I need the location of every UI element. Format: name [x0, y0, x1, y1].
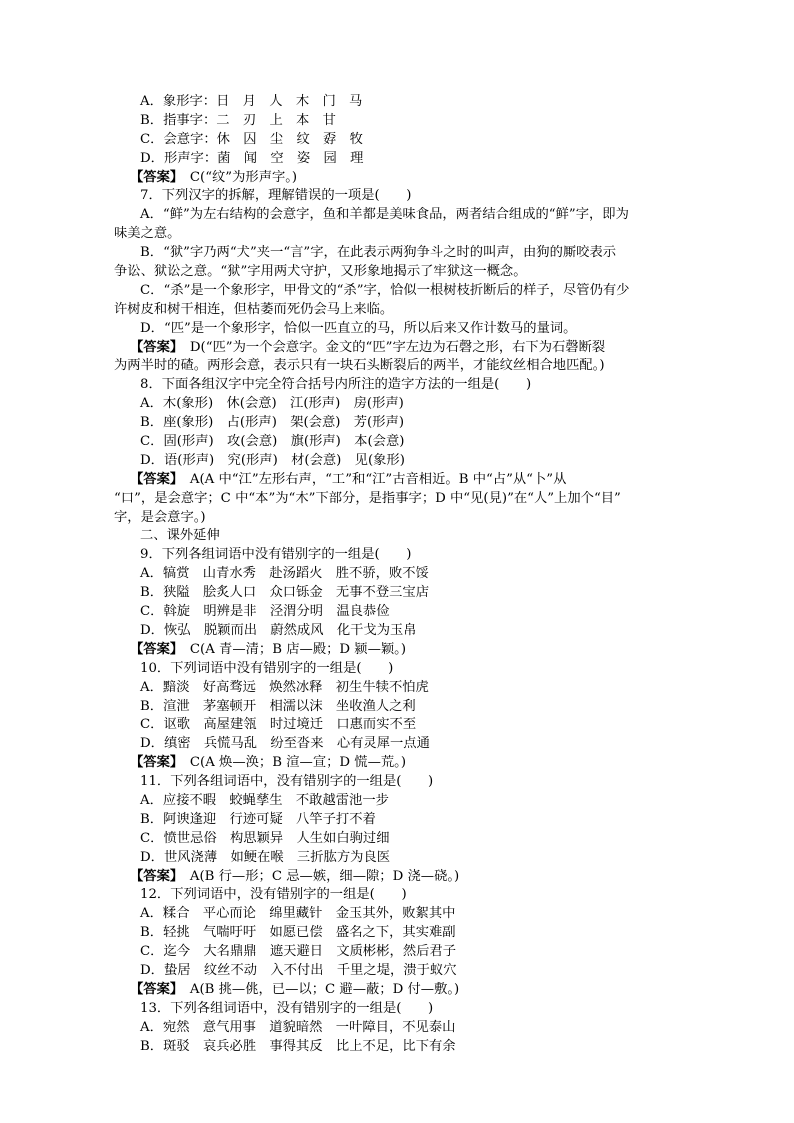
text-line [114, 698, 682, 717]
line-text: B．“狱”字乃两“犬”夹一“言”字，在此表示两狗争斗之时的叫声，由狗的厮咬表示 [140, 245, 617, 261]
line-text: D．形声字：菌 闻 空 姿 园 理 [140, 150, 364, 166]
answer-label: 【答案】 [130, 471, 177, 487]
answer-line [114, 339, 682, 358]
line-text: 13．下列各组词语中，没有错别字的一组是( ) [140, 1000, 434, 1016]
line-text: 7．下列汉字的拆解，理解错误的一项是( ) [140, 188, 412, 204]
answer-label: 【答案】 [130, 641, 177, 657]
text-line [114, 150, 682, 169]
line-text: D．缜密 兵慌马乱 纷至沓来 心有灵犀一点通 [140, 736, 430, 752]
text-line [114, 131, 682, 150]
text-line [114, 1038, 682, 1057]
line-text: B．轻挑 气喘吁吁 如愿已偿 盛名之下，其实难副 [140, 925, 456, 941]
line-text: B．斑驳 哀兵必胜 事得其反 比上不足，比下有余 [140, 1038, 456, 1054]
text-line [114, 943, 682, 962]
line-text: 10．下列词语中没有错别字的一组是( ) [140, 660, 394, 676]
text-line [114, 1000, 682, 1019]
line-text: C．固(形声) 攻(会意) 旗(形声) 本(会意) [140, 434, 405, 450]
line-text: D．语(形声) 究(形声) 材(会意) 见(象形) [140, 452, 405, 468]
line-text: A．黯淡 好高骛远 焕然冰释 初生牛犊不怕虎 [140, 679, 429, 695]
text-line [114, 206, 682, 225]
text-line [114, 244, 682, 263]
line-text: C．迄今 大名鼎鼎 遮天避日 文质彬彬，然后君子 [140, 944, 457, 960]
line-text: 8．下面各组汉字中完全符合括号内所注的造字方法的一组是( ) [140, 377, 532, 393]
text-line [114, 376, 682, 395]
text-line [114, 962, 682, 981]
line-text: C(A 焕—涣；B 渲—宣；D 慌—荒。) [176, 755, 407, 771]
document-body [114, 93, 682, 1056]
text-line [114, 584, 682, 603]
text-line [114, 830, 682, 849]
text-line [114, 93, 682, 112]
line-text: C(A 青—清；B 店—殿；D 颍—颖。) [176, 641, 407, 657]
text-line [114, 282, 682, 301]
answer-line [114, 981, 682, 1000]
answer-line [114, 471, 682, 490]
text-line [114, 565, 682, 584]
text-line [114, 320, 682, 339]
line-text: C．斡旋 明辨是非 泾渭分明 温良恭俭 [140, 604, 390, 620]
line-text: C．讴歌 高屋建瓴 时过境迁 口惠而实不至 [140, 717, 417, 733]
line-text: B．渲泄 茅塞顿开 相濡以沫 坐收渔人之利 [140, 698, 416, 714]
answer-line [114, 169, 682, 188]
text-line [114, 886, 682, 905]
answer-line [114, 868, 682, 887]
text-line [114, 452, 682, 471]
text-line [114, 263, 682, 282]
line-text: D．蛰居 纹丝不动 入不付出 千里之堤，溃于蚁穴 [140, 962, 457, 978]
line-text: “口”，是会意字；C 中“本”为“木”下部分，是指事字；D 中“见(見)”在“人”上加个“目” [114, 490, 621, 506]
text-line [114, 735, 682, 754]
line-text: D．“匹”是一个象形字，恰似一匹直立的马，所以后来又作计数马的量词。 [140, 320, 577, 336]
line-text: A(B 行—形；C 忌—嫉，细—隙；D 浇—硗。) [176, 868, 460, 884]
text-line [114, 622, 682, 641]
line-text: A．象形字：日 月 人 木 门 马 [140, 94, 363, 109]
text-line [114, 395, 682, 414]
line-text: 争讼、狱讼之意。“狱”字用两犬守护，又形象地揭示了牢狱这一概念。 [114, 264, 527, 280]
line-text: C(“纹”为形声字。) [176, 169, 298, 185]
text-line [114, 509, 682, 528]
text-line [114, 792, 682, 811]
answer-label: 【答案】 [130, 339, 177, 355]
line-text: 许树皮和树干相连，但枯萎而死仍会马上来临。 [114, 301, 394, 317]
text-line [114, 660, 682, 679]
line-text: 字，是会意字。) [114, 509, 206, 525]
line-text: A．“鲜”为左右结构的会意字，鱼和羊都是美味食品，两者结合组成的“鲜”字，即为 [140, 207, 629, 223]
line-text: A．木(象形) 休(会意) 江(形声) 房(形声) [140, 396, 404, 412]
text-line [114, 811, 682, 830]
text-line [114, 225, 682, 244]
answer-line [114, 754, 682, 773]
line-text: A．糅合 平心而论 绵里藏针 金玉其外，败絮其中 [140, 906, 456, 922]
text-line [114, 187, 682, 206]
text-line [114, 527, 682, 546]
text-line [114, 849, 682, 868]
text-line [114, 603, 682, 622]
text-line [114, 301, 682, 320]
answer-label: 【答案】 [130, 169, 177, 185]
line-text: D．世风浇薄 如鲠在喉 三折肱方为良医 [140, 849, 391, 865]
text-line [114, 546, 682, 565]
text-line [114, 490, 682, 509]
line-text: A．应接不暇 蛟蝇孳生 不敢越雷池一步 [140, 792, 389, 808]
line-text: B．狭隘 脍炙人口 众口铄金 无事不登三宝店 [140, 585, 430, 601]
line-text: 为两半时的碴。两形会意，表示只有一块石头断裂后的两半，才能纹丝相合地匹配。) [114, 358, 605, 374]
text-line [114, 112, 682, 131]
line-text: B．座(象形) 占(形声) 架(会意) 芳(形声) [140, 415, 405, 431]
answer-label: 【答案】 [130, 981, 177, 997]
line-text: C．愤世忌俗 构思颖异 人生如白驹过细 [140, 830, 390, 846]
line-text: 9．下列各组词语中没有错别字的一组是( ) [140, 547, 412, 563]
line-text: 12．下列词语中，没有错别字的一组是( ) [140, 887, 407, 903]
line-text: C．会意字：休 囚 尘 纹 孬 牧 [140, 131, 363, 147]
text-line [114, 773, 682, 792]
line-text: 11．下列各组词语中，没有错别字的一组是( ) [140, 774, 434, 790]
line-text: C．“杀”是一个象形字，甲骨文的“杀”字，恰似一根树枝折断后的样子，尽管仍有少 [140, 282, 630, 298]
line-text: 味美之意。 [114, 226, 181, 242]
text-line [114, 924, 682, 943]
line-text: 二、课外延伸 [140, 528, 220, 544]
text-line [114, 679, 682, 698]
text-line [114, 905, 682, 924]
text-line [114, 414, 682, 433]
line-text: D．恢弘 脱颖而出 蔚然成风 化干戈为玉帛 [140, 622, 417, 638]
line-text: B．指事字：二 刃 上 本 甘 [140, 112, 336, 128]
line-text: A．犒赏 山青水秀 赴汤蹈火 胜不骄，败不馁 [140, 566, 429, 582]
line-text: A(B 挑—佻，已—以；C 避—蔽；D 付—敷。) [176, 981, 460, 997]
answer-line [114, 641, 682, 660]
text-line [114, 433, 682, 452]
answer-label: 【答案】 [130, 755, 177, 771]
text-line [114, 716, 682, 735]
line-text: A．宛然 意气用事 道貌暗然 一叶障目，不见泰山 [140, 1019, 456, 1035]
answer-label: 【答案】 [130, 868, 177, 884]
text-line [114, 1019, 682, 1038]
line-text: A(A 中“江”左形右声，“工”和“江”古音相近。B 中“占”从“卜”从 [176, 471, 567, 487]
line-text: B．阿谀逢迎 行迹可疑 八竿子打不着 [140, 811, 376, 827]
text-line [114, 357, 682, 376]
line-text: D(“匹”为一个会意字。金文的“匹”字左边为石磬之形，右下为石磬断裂 [176, 339, 606, 355]
